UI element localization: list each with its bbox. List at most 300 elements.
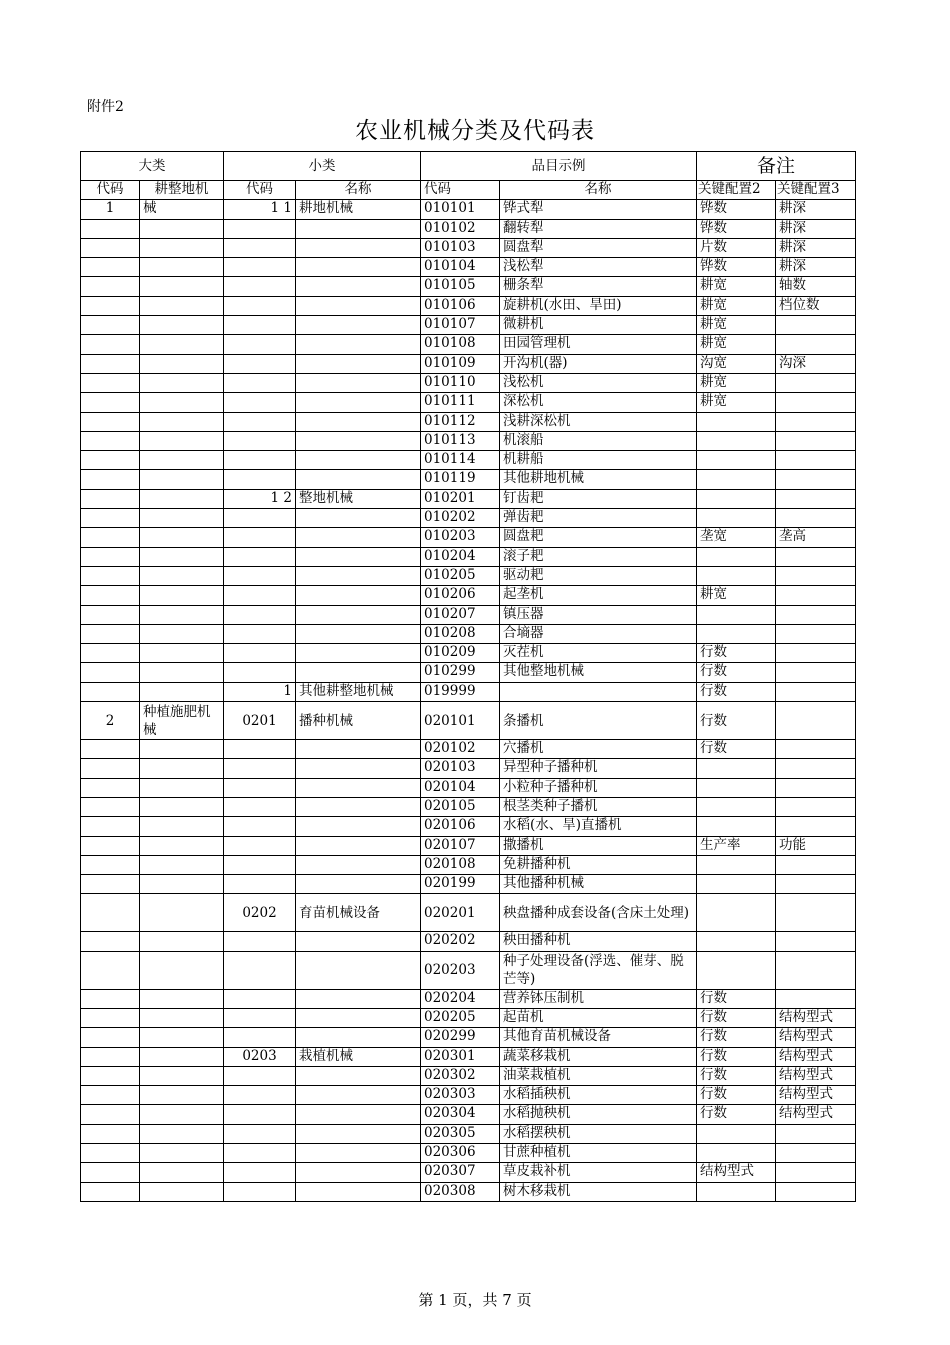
table-cell	[296, 759, 421, 778]
table-cell: 耕宽	[697, 373, 776, 392]
table-cell	[776, 817, 856, 836]
table-cell	[81, 932, 140, 951]
table-cell	[81, 566, 140, 585]
table-cell: 合墒器	[500, 624, 697, 643]
table-row	[81, 875, 856, 894]
table-cell: 010207	[421, 605, 500, 624]
table-row	[81, 605, 856, 624]
table-cell	[81, 1182, 140, 1201]
table-cell	[140, 1163, 224, 1182]
table-cell: 010108	[421, 335, 500, 354]
table-cell	[81, 373, 140, 392]
table-cell: 起垄机	[500, 586, 697, 605]
table-cell: 灭茬机	[500, 644, 697, 663]
table-cell: 020306	[421, 1144, 500, 1163]
table-cell	[81, 1105, 140, 1124]
table-cell	[296, 412, 421, 431]
table-row	[81, 1028, 856, 1047]
table-cell: 耕深	[776, 219, 856, 238]
table-cell: 020305	[421, 1124, 500, 1143]
table-cell	[697, 624, 776, 643]
table-cell	[296, 605, 421, 624]
table-cell: 钉齿耙	[500, 489, 697, 508]
table-cell: 010204	[421, 547, 500, 566]
table-cell	[296, 778, 421, 797]
table-cell	[140, 605, 224, 624]
table-cell	[296, 547, 421, 566]
table-row	[81, 354, 856, 373]
table-cell	[697, 566, 776, 585]
table-cell: 其他育苗机械设备	[500, 1028, 697, 1047]
table-cell	[296, 875, 421, 894]
table-cell	[776, 1124, 856, 1143]
table-cell	[140, 855, 224, 874]
table-cell	[140, 624, 224, 643]
table-cell	[140, 509, 224, 528]
table-cell: 1	[81, 200, 140, 219]
table-cell	[776, 509, 856, 528]
table-cell: 油菜栽植机	[500, 1066, 697, 1085]
table-cell: 020104	[421, 778, 500, 797]
table-cell: 浅松机	[500, 373, 697, 392]
table-cell: 水稻(水、旱)直播机	[500, 817, 697, 836]
attachment-label: 附件2	[87, 99, 124, 115]
table-cell	[776, 932, 856, 951]
table-cell	[224, 1105, 296, 1124]
table-cell	[81, 586, 140, 605]
table-cell	[224, 393, 296, 412]
table-cell	[81, 238, 140, 257]
table-cell	[224, 1008, 296, 1027]
table-cell	[296, 1182, 421, 1201]
table-cell	[140, 1066, 224, 1085]
table-cell	[776, 702, 856, 740]
table-cell	[140, 1105, 224, 1124]
table-cell	[224, 528, 296, 547]
table-cell	[140, 219, 224, 238]
table-cell	[296, 509, 421, 528]
table-cell	[81, 989, 140, 1008]
table-row	[81, 1066, 856, 1085]
table-cell	[140, 951, 224, 989]
table-cell	[776, 547, 856, 566]
table-row	[81, 238, 856, 257]
table-cell	[140, 682, 224, 701]
table-cell	[296, 1105, 421, 1124]
table-cell: 行数	[697, 663, 776, 682]
table-cell	[81, 470, 140, 489]
table-cell: 结构型式	[776, 1047, 856, 1066]
col-header: 代码	[224, 181, 296, 200]
table-cell	[296, 316, 421, 335]
table-cell: 其他播种机械	[500, 875, 697, 894]
table-cell	[296, 238, 421, 257]
table-cell: 行数	[697, 682, 776, 701]
table-cell	[697, 951, 776, 989]
table-cell: 020204	[421, 989, 500, 1008]
table-row	[81, 894, 856, 932]
table-cell	[776, 373, 856, 392]
table-cell	[776, 316, 856, 335]
table-cell: 020201	[421, 894, 500, 932]
table-cell	[140, 759, 224, 778]
table-cell	[140, 663, 224, 682]
table-cell	[224, 277, 296, 296]
table-cell	[140, 335, 224, 354]
table-row	[81, 566, 856, 585]
table-row	[81, 470, 856, 489]
table-cell: 010111	[421, 393, 500, 412]
table-cell	[140, 547, 224, 566]
table-cell	[140, 1008, 224, 1027]
table-cell	[224, 951, 296, 989]
table-cell	[776, 605, 856, 624]
table-cell	[697, 759, 776, 778]
table-cell	[81, 644, 140, 663]
table-cell	[140, 412, 224, 431]
table-cell	[224, 316, 296, 335]
col-header: 名称	[500, 181, 697, 200]
table-row	[81, 759, 856, 778]
table-cell	[81, 778, 140, 797]
table-cell	[697, 778, 776, 797]
table-cell: 水稻插秧机	[500, 1086, 697, 1105]
table-cell	[296, 855, 421, 874]
table-cell	[81, 393, 140, 412]
table-row	[81, 1144, 856, 1163]
page-title: 农业机械分类及代码表	[355, 118, 595, 144]
page-footer: 第 1 页，共 7 页	[418, 1291, 532, 1309]
table-cell: 010104	[421, 258, 500, 277]
table-cell	[224, 412, 296, 431]
table-cell	[697, 797, 776, 816]
table-cell: 垄高	[776, 528, 856, 547]
table-cell	[140, 316, 224, 335]
table-cell	[81, 1163, 140, 1182]
table-cell	[81, 316, 140, 335]
table-cell	[81, 489, 140, 508]
table-cell: 010203	[421, 528, 500, 547]
table-row	[81, 258, 856, 277]
table-cell	[81, 509, 140, 528]
table-cell	[81, 894, 140, 932]
table-cell: 010206	[421, 586, 500, 605]
table-cell	[224, 1182, 296, 1201]
table-cell	[140, 586, 224, 605]
table-cell	[296, 1163, 421, 1182]
table-cell	[296, 836, 421, 855]
table-cell	[776, 855, 856, 874]
table-cell	[81, 451, 140, 470]
table-row	[81, 855, 856, 874]
table-cell: 功能	[776, 836, 856, 855]
table-cell: 010208	[421, 624, 500, 643]
table-row	[81, 1163, 856, 1182]
table-cell	[296, 663, 421, 682]
table-cell	[224, 663, 296, 682]
table-cell: 行数	[697, 1047, 776, 1066]
table-row	[81, 624, 856, 643]
table-cell: 小粒种子播种机	[500, 778, 697, 797]
table-cell: 010105	[421, 277, 500, 296]
table-cell: 010110	[421, 373, 500, 392]
table-cell: 穴播机	[500, 740, 697, 759]
table-cell: 1 1	[224, 200, 296, 219]
table-cell	[140, 258, 224, 277]
table-cell	[224, 566, 296, 585]
table-row	[81, 373, 856, 392]
table-row	[81, 316, 856, 335]
table-cell: 020301	[421, 1047, 500, 1066]
table-cell: 铧数	[697, 219, 776, 238]
table-cell: 械	[140, 200, 224, 219]
table-cell	[500, 682, 697, 701]
table-cell	[224, 932, 296, 951]
table-cell	[296, 1144, 421, 1163]
classification-table	[80, 151, 856, 1202]
table-cell: 生产率	[697, 836, 776, 855]
table-row	[81, 836, 856, 855]
table-cell	[224, 624, 296, 643]
table-cell	[81, 797, 140, 816]
table-cell: 水稻抛秧机	[500, 1105, 697, 1124]
table-cell	[776, 624, 856, 643]
table-cell: 020304	[421, 1105, 500, 1124]
table-row	[81, 778, 856, 797]
table-cell	[81, 1008, 140, 1027]
table-cell: 020203	[421, 951, 500, 989]
table-cell: 铧数	[697, 258, 776, 277]
table-cell	[296, 470, 421, 489]
table-cell: 行数	[697, 1066, 776, 1085]
table-cell	[776, 740, 856, 759]
table-cell: 010107	[421, 316, 500, 335]
table-cell	[224, 875, 296, 894]
table-row	[81, 528, 856, 547]
table-cell	[296, 586, 421, 605]
table-cell: 010209	[421, 644, 500, 663]
table-cell	[697, 451, 776, 470]
table-cell	[81, 817, 140, 836]
col-header: 耕整地机	[140, 181, 224, 200]
table-cell	[81, 1086, 140, 1105]
table-cell	[224, 335, 296, 354]
table-cell	[81, 875, 140, 894]
table-cell: 020108	[421, 855, 500, 874]
table-cell: 垄宽	[697, 528, 776, 547]
table-cell: 树木移栽机	[500, 1182, 697, 1201]
table-cell	[81, 605, 140, 624]
table-cell	[140, 354, 224, 373]
table-cell: 开沟机(器)	[500, 354, 697, 373]
table-row	[81, 489, 856, 508]
table-cell: 其他整地机械	[500, 663, 697, 682]
table-cell	[224, 296, 296, 315]
table-cell: 020102	[421, 740, 500, 759]
table-cell	[776, 875, 856, 894]
table-cell: 结构型式	[776, 1086, 856, 1105]
table-cell	[697, 1124, 776, 1143]
table-cell	[296, 1028, 421, 1047]
table-cell: 沟宽	[697, 354, 776, 373]
table-cell	[81, 528, 140, 547]
table-cell: 育苗机械设备	[296, 894, 421, 932]
table-cell	[81, 1066, 140, 1085]
col-header: 关键配置2	[697, 181, 776, 200]
table-cell: 浅耕深松机	[500, 412, 697, 431]
table-cell	[776, 644, 856, 663]
table-cell: 行数	[697, 1086, 776, 1105]
table-cell	[81, 624, 140, 643]
table-row	[81, 393, 856, 412]
table-cell	[224, 797, 296, 816]
table-cell: 镇压器	[500, 605, 697, 624]
table-cell	[224, 644, 296, 663]
table-cell: 起苗机	[500, 1008, 697, 1027]
table-cell: 010101	[421, 200, 500, 219]
table-cell	[81, 412, 140, 431]
header-column-row	[81, 181, 856, 200]
table-cell	[697, 932, 776, 951]
table-cell	[81, 219, 140, 238]
table-cell	[697, 605, 776, 624]
table-cell	[296, 277, 421, 296]
table-cell: 异型种子播种机	[500, 759, 697, 778]
table-cell: 轴数	[776, 277, 856, 296]
table-cell	[224, 855, 296, 874]
table-cell: 机滚船	[500, 431, 697, 450]
table-cell	[296, 258, 421, 277]
table-cell	[697, 875, 776, 894]
table-cell: 铧数	[697, 200, 776, 219]
table-row	[81, 644, 856, 663]
table-row	[81, 1105, 856, 1124]
table-cell: 撒播机	[500, 836, 697, 855]
table-cell	[296, 644, 421, 663]
table-cell: 020105	[421, 797, 500, 816]
table-cell: 浅松犁	[500, 258, 697, 277]
table-cell	[776, 759, 856, 778]
col-header: 关键配置3	[776, 181, 856, 200]
table-cell: 秧田播种机	[500, 932, 697, 951]
table-cell	[140, 836, 224, 855]
table-cell: 结构型式	[776, 1028, 856, 1047]
table-cell	[140, 1182, 224, 1201]
table-cell	[224, 605, 296, 624]
table-cell	[776, 797, 856, 816]
table-cell: 行数	[697, 702, 776, 740]
table-cell: 滚子耙	[500, 547, 697, 566]
table-cell: 翻转犁	[500, 219, 697, 238]
table-cell: 播种机械	[296, 702, 421, 740]
table-cell	[140, 644, 224, 663]
table-cell: 0202	[224, 894, 296, 932]
table-cell: 铧式犁	[500, 200, 697, 219]
col-header: 代码	[81, 181, 140, 200]
table-cell: 沟深	[776, 354, 856, 373]
table-row	[81, 296, 856, 315]
table-cell: 019999	[421, 682, 500, 701]
table-cell	[81, 836, 140, 855]
table-cell: 010112	[421, 412, 500, 431]
table-cell	[140, 1047, 224, 1066]
table-cell: 耕地机械	[296, 200, 421, 219]
table-row	[81, 586, 856, 605]
header-major-category: 大类	[81, 152, 224, 181]
table-cell: 010114	[421, 451, 500, 470]
table-row	[81, 663, 856, 682]
table-cell	[697, 431, 776, 450]
table-cell: 010119	[421, 470, 500, 489]
table-cell	[697, 855, 776, 874]
table-cell	[296, 354, 421, 373]
table-cell: 耕宽	[697, 393, 776, 412]
table-cell: 根茎类种子播机	[500, 797, 697, 816]
table-row	[81, 740, 856, 759]
table-cell: 免耕播种机	[500, 855, 697, 874]
table-cell	[224, 258, 296, 277]
table-cell: 栽植机械	[296, 1047, 421, 1066]
table-cell: 其他耕地机械	[500, 470, 697, 489]
table-cell	[296, 1086, 421, 1105]
table-cell	[224, 778, 296, 797]
table-cell: 旋耕机(水田、旱田)	[500, 296, 697, 315]
table-cell	[81, 855, 140, 874]
col-header: 代码	[421, 181, 500, 200]
table-cell	[224, 431, 296, 450]
table-cell	[296, 1066, 421, 1085]
table-row	[81, 682, 856, 701]
table-cell: 圆盘犁	[500, 238, 697, 257]
table-cell: 行数	[697, 1008, 776, 1027]
table-cell	[140, 451, 224, 470]
table-cell	[81, 431, 140, 450]
table-cell	[81, 277, 140, 296]
table-cell	[776, 989, 856, 1008]
table-cell	[224, 586, 296, 605]
table-cell	[81, 354, 140, 373]
table-cell	[776, 412, 856, 431]
table-cell: 020202	[421, 932, 500, 951]
table-cell: 行数	[697, 740, 776, 759]
header-item-examples: 品目示例	[421, 152, 697, 181]
table-row	[81, 702, 856, 740]
table-row	[81, 335, 856, 354]
table-cell: 整地机械	[296, 489, 421, 508]
table-cell	[296, 951, 421, 989]
table-cell: 其他耕整地机械	[296, 682, 421, 701]
table-cell	[140, 797, 224, 816]
table-cell: 结构型式	[776, 1008, 856, 1027]
table-cell: 020199	[421, 875, 500, 894]
table-cell: 020106	[421, 817, 500, 836]
table-cell: 圆盘耙	[500, 528, 697, 547]
table-cell	[140, 296, 224, 315]
table-cell	[224, 759, 296, 778]
table-cell	[81, 951, 140, 989]
table-row	[81, 219, 856, 238]
table-cell	[296, 393, 421, 412]
table-row	[81, 951, 856, 989]
table-cell	[140, 932, 224, 951]
table-cell	[140, 817, 224, 836]
table-cell: 2	[81, 702, 140, 740]
table-cell	[296, 989, 421, 1008]
table-cell	[224, 1066, 296, 1085]
table-cell: 田园管理机	[500, 335, 697, 354]
table-cell	[296, 296, 421, 315]
table-cell	[776, 431, 856, 450]
